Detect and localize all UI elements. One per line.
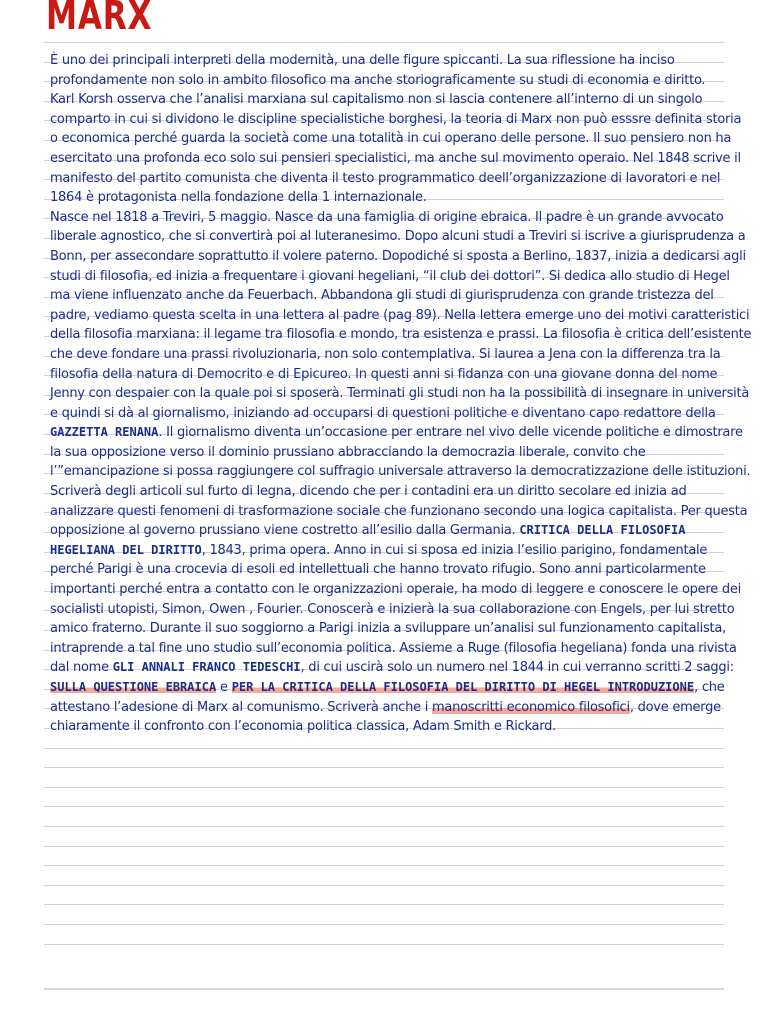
ruled-line [44,865,724,866]
work-title-critica: CRITICA DELLA FILOSOFIA HEGELIANA DEL DIRITTO [50,523,686,557]
bio-text: Nasce nel 1818 a Treviri, 5 maggio. Nasce da una famiglia di origine ebraica. Il padre è un grande avvocato liberale agnostico, che si convertirà poi al luteranesimo. Dopo alcuni studi a Treviri si iscrive a giurisprudenza a Bonn, per assecondare soprattutto il volere paterno. Dopodiché si sposta a Berlino, 1837, inizia a dedicarsi agli studi di filosofia, ed inizia a frequentare i giovani hegeliani, “il club dei dottori”. Si dedica allo studio di Hegel ma viene influenzato anche da Feuerbach. Abbandona gli studi di giurisprudenza con grande tristezza del padre, vediamo questa scelta in una lettera al padre (pag 89). Nella lettera emerge uno dei motivi caratteristici della filosofia marxiana: il legame tra filosofia e mondo, tra esistenza e prassi. La filosofia è critica dell’esistente che deve fondare una prassi rivoluzionaria, non solo contemplativa. Si laurea a Jena con la differenza tra la filosofia della natura di Democrito e di Epicureo. In questi anni si fidanza con una giovane donna del nome Jenny con despaier con la quale poi si sposerà. Terminati gli studi non ha la possibilità di insegnare in università e quindi si dà al giornalismo, iniziando ad occuparsi di questioni politiche e diventano capo redattore della [50,209,752,421]
ruled-line [44,924,724,925]
ruled-line [44,904,724,905]
ruled-line [44,748,724,749]
ruled-line [44,42,724,43]
bio-text: , che attestano l’adesione di Marx al comunismo. Scriverà anche i [50,680,725,715]
bio-text: , di cui uscirà solo un numero nel 1844 in cui verranno scritti 2 saggi: [300,660,734,676]
ruled-line [44,846,724,847]
page-title: MARX [46,0,153,39]
conjunction: e [216,680,232,695]
ruled-line [44,787,724,788]
paragraph-korsh: Karl Korsh osserva che l’analisi marxiana sul capitalismo non si lascia contenere all’interno di un singolo comparto in cui si dividono le discipline specialistiche borghesi, la teoria di Marx non può esssre definita storia o economica perché guarda la società come una totalità in cui operano delle persone. Il suo pensiero non ha esercitato una profonda eco solo sui pensieri specialistici, ma anche sul movimento operaio. Nel 1848 scrive il manifesto del partito comunista che diventa il testo programmatico deell’organizzazione di lavoratori e nel 1864 è protagonista nella fondazione della 1 internazionale. [50,92,742,206]
highlighted-essay-1: SULLA QUESTIONE EBRAICA [50,680,217,694]
paragraph-biography [50,208,752,737]
bio-text: , 1843, prima opera. Anno in cui si sposa ed inizia l’esilio parigino, fondamentale perché Parigi è una crocevia di esoli ed intellettuali che hanno trovato rifugio. Sono anni particolarmente importanti perché entra a contatto con le organizzazioni operaie, ha modo di leggere e conoscere le opere dei socialisti utopisti, Simon, Owen , Fourier. Conoscerà e inizierà la sua collaborazione con Engels, per lui stretto amico fraterno. Durante il suo soggiorno a Parigi inizia a sviluppare un’analisi sul funzionamento capitalista, intraprende a tal fine uno studio sull’economia politica. Assieme a Ruge (filosofia hegeliana) fonda una rivista dal nome [50,542,741,676]
work-title-annali: GLI ANNALI FRANCO TEDESCHI [112,660,301,675]
bio-text: , dove emerge chiaramente il confronto con l’economia politica classica, Adam Smith e Rickard. [50,699,721,735]
ruled-line [44,885,724,886]
ruled-line [44,806,724,807]
highlighted-essay-2: PER LA CRITICA DELLA FILOSOFIA DEL DIRITTO DI HEGEL INTRODUZIONE [231,680,695,694]
ruled-line [44,767,724,768]
bio-text: . Il giornalismo diventa un’occasione per entrare nel vivo delle vicende politiche e dimostrare la sua opposizione verso il dominio prussiano abbracciando la democrazia liberale, convito che l’”emancipazione si possa raggiungere col suffragio universale attraverso la democratizzazione delle istituzioni. Scriverà degli articoli sul furto di legna, dicendo che per i contadini era un diritto secolare ed inizia ad analizzare questi fenomeni di trasformazione sociale che funzionano secondo una logica capitalista. Per questa opposizione al governo prussiano viene costretto all’esilio dalla Germania. [50,425,751,539]
bottom-divider [44,988,724,990]
ruled-line [44,826,724,827]
ruled-line [44,944,724,945]
paragraph-intro: È uno dei principali interpreti della modernità, una delle figure spiccanti. La sua riflessione ha inciso profondamente non solo in ambito filosofico ma anche storiograficamente su studi di economia e diritto. [50,53,706,88]
notes-body [50,51,752,737]
highlighted-manoscritti: manoscritti economico filosofici [431,699,630,715]
work-title-gazzetta: GAZZETTA RENANA [50,425,159,440]
